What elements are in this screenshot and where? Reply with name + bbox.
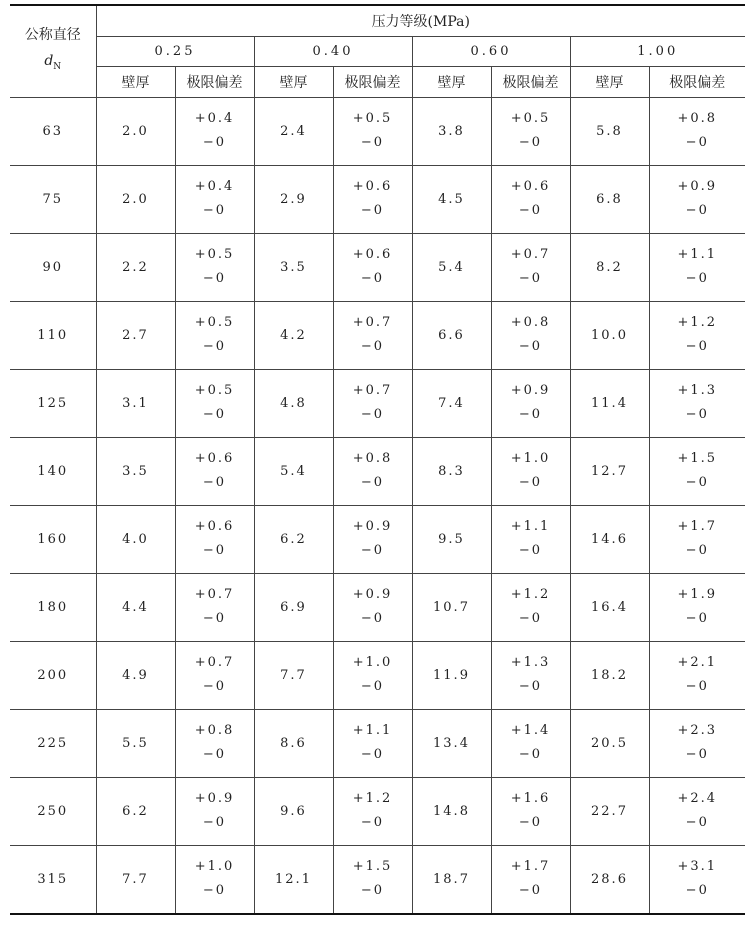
wall-thickness-cell: 4.9 xyxy=(96,641,175,709)
wall-thickness-cell: 3.5 xyxy=(96,437,175,505)
nominal-diameter-cell: 180 xyxy=(10,573,96,641)
upper-deviation: +0.4 xyxy=(194,111,235,126)
wall-thickness-cell: 28.6 xyxy=(570,845,649,914)
wall-thickness-cell: 2.0 xyxy=(96,97,175,165)
lower-deviation: −0 xyxy=(518,339,543,354)
deviation-cell xyxy=(649,97,745,165)
lower-deviation: −0 xyxy=(202,339,227,354)
upper-deviation: +0.7 xyxy=(194,655,235,670)
lower-deviation: −0 xyxy=(685,407,709,422)
lower-deviation: −0 xyxy=(360,407,385,422)
table-row xyxy=(10,641,745,709)
deviation-cell xyxy=(491,641,570,709)
upper-deviation: +1.4 xyxy=(510,723,551,738)
lower-deviation: −0 xyxy=(202,475,227,490)
nominal-diameter-cell: 63 xyxy=(10,97,96,165)
deviation-cell xyxy=(333,165,412,233)
wall-thickness-cell: 14.8 xyxy=(412,777,491,845)
wall-thickness-cell: 14.6 xyxy=(570,505,649,573)
lower-deviation: −0 xyxy=(202,203,227,218)
wall-thickness-header: 壁厚 xyxy=(412,66,491,97)
lower-deviation: −0 xyxy=(518,543,543,558)
deviation-cell xyxy=(491,573,570,641)
deviation-cell xyxy=(649,437,745,505)
wall-thickness-cell: 8.3 xyxy=(412,437,491,505)
lower-deviation: −0 xyxy=(360,883,385,898)
table-row xyxy=(10,845,745,914)
upper-deviation: +1.5 xyxy=(352,859,393,874)
lower-deviation: −0 xyxy=(360,611,385,626)
upper-deviation: +0.7 xyxy=(510,247,551,262)
upper-deviation: +0.6 xyxy=(352,247,393,262)
wall-thickness-cell: 4.4 xyxy=(96,573,175,641)
deviation-cell xyxy=(175,437,254,505)
wall-thickness-cell: 10.7 xyxy=(412,573,491,641)
deviation-cell xyxy=(175,505,254,573)
subheader-row xyxy=(10,66,745,97)
lower-deviation: −0 xyxy=(685,679,709,694)
lower-deviation: −0 xyxy=(518,271,543,286)
deviation-cell xyxy=(333,369,412,437)
table-row xyxy=(10,505,745,573)
upper-deviation: +0.9 xyxy=(510,383,551,398)
nominal-diameter-label: 公称直径 xyxy=(24,27,81,44)
deviation-cell xyxy=(649,777,745,845)
lower-deviation: −0 xyxy=(518,407,543,422)
lower-deviation: −0 xyxy=(360,339,385,354)
upper-deviation: +2.1 xyxy=(677,655,718,670)
deviation-cell xyxy=(175,777,254,845)
wall-thickness-cell: 11.4 xyxy=(570,369,649,437)
lower-deviation: −0 xyxy=(360,543,385,558)
deviation-header: 极限偏差 xyxy=(333,66,412,97)
deviation-cell xyxy=(333,437,412,505)
lower-deviation: −0 xyxy=(685,815,709,830)
wall-thickness-cell: 5.8 xyxy=(570,97,649,165)
deviation-cell xyxy=(333,709,412,777)
upper-deviation: +0.5 xyxy=(194,247,235,262)
deviation-cell xyxy=(333,505,412,573)
lower-deviation: −0 xyxy=(360,203,385,218)
pipe-spec-table xyxy=(10,4,745,915)
deviation-header: 极限偏差 xyxy=(175,66,254,97)
wall-thickness-cell: 4.2 xyxy=(254,301,333,369)
lower-deviation: −0 xyxy=(360,747,385,762)
upper-deviation: +1.6 xyxy=(510,791,551,806)
deviation-cell xyxy=(175,709,254,777)
wall-thickness-cell: 3.5 xyxy=(254,233,333,301)
lower-deviation: −0 xyxy=(202,135,227,150)
lower-deviation: −0 xyxy=(518,679,543,694)
deviation-cell xyxy=(491,369,570,437)
wall-thickness-cell: 2.0 xyxy=(96,165,175,233)
table-row xyxy=(10,97,745,165)
nominal-diameter-cell: 250 xyxy=(10,777,96,845)
deviation-cell xyxy=(649,641,745,709)
wall-thickness-cell: 7.4 xyxy=(412,369,491,437)
upper-deviation: +0.7 xyxy=(352,315,393,330)
upper-deviation: +1.7 xyxy=(510,859,551,874)
pressure-value: 0.40 xyxy=(254,36,412,66)
deviation-cell xyxy=(175,641,254,709)
lower-deviation: −0 xyxy=(685,883,709,898)
upper-deviation: +0.8 xyxy=(510,315,551,330)
pressure-value: 0.60 xyxy=(412,36,570,66)
upper-deviation: +0.8 xyxy=(194,723,235,738)
lower-deviation: −0 xyxy=(518,475,543,490)
upper-deviation: +0.9 xyxy=(194,791,235,806)
upper-deviation: +1.1 xyxy=(510,519,551,534)
deviation-cell xyxy=(175,301,254,369)
wall-thickness-cell: 6.6 xyxy=(412,301,491,369)
table-body xyxy=(10,97,745,914)
lower-deviation: −0 xyxy=(518,815,543,830)
upper-deviation: +1.0 xyxy=(352,655,393,670)
deviation-cell xyxy=(175,233,254,301)
deviation-cell xyxy=(649,301,745,369)
lower-deviation: −0 xyxy=(685,271,709,286)
lower-deviation: −0 xyxy=(360,271,385,286)
table-row xyxy=(10,573,745,641)
deviation-cell xyxy=(649,233,745,301)
wall-thickness-cell: 16.4 xyxy=(570,573,649,641)
deviation-cell xyxy=(175,573,254,641)
nominal-diameter-header xyxy=(10,5,96,97)
wall-thickness-cell: 6.2 xyxy=(254,505,333,573)
pressure-values-row xyxy=(10,36,745,66)
wall-thickness-cell: 2.4 xyxy=(254,97,333,165)
wall-thickness-cell: 8.2 xyxy=(570,233,649,301)
nominal-diameter-cell: 315 xyxy=(10,845,96,914)
upper-deviation: +1.2 xyxy=(352,791,393,806)
lower-deviation: −0 xyxy=(360,475,385,490)
upper-deviation: +1.0 xyxy=(510,451,551,466)
upper-deviation: +0.6 xyxy=(194,519,235,534)
wall-thickness-cell: 13.4 xyxy=(412,709,491,777)
deviation-cell xyxy=(333,301,412,369)
nominal-diameter-cell: 160 xyxy=(10,505,96,573)
upper-deviation: +1.1 xyxy=(352,723,393,738)
wall-thickness-cell: 6.9 xyxy=(254,573,333,641)
wall-thickness-cell: 2.7 xyxy=(96,301,175,369)
wall-thickness-cell: 22.7 xyxy=(570,777,649,845)
wall-thickness-header: 壁厚 xyxy=(570,66,649,97)
deviation-cell xyxy=(175,845,254,914)
upper-deviation: +0.8 xyxy=(677,111,718,126)
wall-thickness-cell: 6.8 xyxy=(570,165,649,233)
upper-deviation: +0.9 xyxy=(352,587,393,602)
pipe-spec-table-container xyxy=(10,4,745,915)
upper-deviation: +0.5 xyxy=(194,315,235,330)
wall-thickness-cell: 7.7 xyxy=(254,641,333,709)
deviation-cell xyxy=(175,369,254,437)
lower-deviation: −0 xyxy=(202,815,227,830)
deviation-cell xyxy=(333,233,412,301)
wall-thickness-cell: 5.4 xyxy=(412,233,491,301)
wall-thickness-cell: 9.6 xyxy=(254,777,333,845)
dn-subscript: N xyxy=(53,62,62,73)
deviation-cell xyxy=(491,165,570,233)
upper-deviation: +1.9 xyxy=(677,587,718,602)
upper-deviation: +0.7 xyxy=(352,383,393,398)
upper-deviation: +0.9 xyxy=(677,179,718,194)
wall-thickness-cell: 4.0 xyxy=(96,505,175,573)
table-row xyxy=(10,777,745,845)
lower-deviation: −0 xyxy=(685,203,709,218)
wall-thickness-cell: 2.9 xyxy=(254,165,333,233)
upper-deviation: +0.9 xyxy=(352,519,393,534)
deviation-cell xyxy=(491,777,570,845)
deviation-cell xyxy=(491,97,570,165)
upper-deviation: +2.3 xyxy=(677,723,718,738)
upper-deviation: +1.2 xyxy=(677,315,718,330)
lower-deviation: −0 xyxy=(685,543,709,558)
deviation-cell xyxy=(491,709,570,777)
upper-deviation: +1.2 xyxy=(510,587,551,602)
deviation-cell xyxy=(333,845,412,914)
wall-thickness-cell: 7.7 xyxy=(96,845,175,914)
lower-deviation: −0 xyxy=(685,135,709,150)
lower-deviation: −0 xyxy=(518,203,543,218)
lower-deviation: −0 xyxy=(360,679,385,694)
deviation-cell xyxy=(649,369,745,437)
lower-deviation: −0 xyxy=(685,475,709,490)
lower-deviation: −0 xyxy=(202,883,227,898)
lower-deviation: −0 xyxy=(202,407,227,422)
table-row xyxy=(10,709,745,777)
upper-deviation: +1.0 xyxy=(194,859,235,874)
deviation-cell xyxy=(333,777,412,845)
deviation-cell xyxy=(649,573,745,641)
nominal-diameter-cell: 90 xyxy=(10,233,96,301)
table-header xyxy=(10,5,745,97)
lower-deviation: −0 xyxy=(518,135,543,150)
lower-deviation: −0 xyxy=(685,611,709,626)
lower-deviation: −0 xyxy=(685,339,709,354)
lower-deviation: −0 xyxy=(202,611,227,626)
deviation-cell xyxy=(649,709,745,777)
wall-thickness-cell: 20.5 xyxy=(570,709,649,777)
upper-deviation: +0.8 xyxy=(352,451,393,466)
table-row xyxy=(10,437,745,505)
deviation-cell xyxy=(333,641,412,709)
lower-deviation: −0 xyxy=(518,883,543,898)
deviation-cell xyxy=(333,573,412,641)
wall-thickness-cell: 12.1 xyxy=(254,845,333,914)
wall-thickness-cell: 2.2 xyxy=(96,233,175,301)
wall-thickness-cell: 18.7 xyxy=(412,845,491,914)
nominal-diameter-symbol xyxy=(10,48,96,80)
deviation-cell xyxy=(491,845,570,914)
nominal-diameter-cell: 75 xyxy=(10,165,96,233)
deviation-cell xyxy=(491,301,570,369)
wall-thickness-cell: 5.4 xyxy=(254,437,333,505)
wall-thickness-cell: 6.2 xyxy=(96,777,175,845)
upper-deviation: +0.7 xyxy=(194,587,235,602)
deviation-header: 极限偏差 xyxy=(491,66,570,97)
deviation-cell xyxy=(175,97,254,165)
pressure-grade-header: 压力等级(MPa) xyxy=(96,5,745,36)
table-row xyxy=(10,165,745,233)
wall-thickness-cell: 11.9 xyxy=(412,641,491,709)
deviation-cell xyxy=(491,505,570,573)
lower-deviation: −0 xyxy=(202,543,227,558)
nominal-diameter-cell: 140 xyxy=(10,437,96,505)
upper-deviation: +0.4 xyxy=(194,179,235,194)
lower-deviation: −0 xyxy=(202,271,227,286)
deviation-cell xyxy=(649,845,745,914)
nominal-diameter-cell: 125 xyxy=(10,369,96,437)
deviation-cell xyxy=(649,165,745,233)
dn-symbol: d xyxy=(44,53,54,70)
wall-thickness-cell: 3.1 xyxy=(96,369,175,437)
deviation-cell xyxy=(491,233,570,301)
table-row xyxy=(10,301,745,369)
upper-deviation: +0.5 xyxy=(194,383,235,398)
upper-deviation: +2.4 xyxy=(677,791,718,806)
table-row xyxy=(10,369,745,437)
nominal-diameter-cell: 110 xyxy=(10,301,96,369)
upper-deviation: +1.3 xyxy=(677,383,718,398)
wall-thickness-cell: 9.5 xyxy=(412,505,491,573)
deviation-cell xyxy=(175,165,254,233)
wall-thickness-header: 壁厚 xyxy=(96,66,175,97)
lower-deviation: −0 xyxy=(360,815,385,830)
upper-deviation: +3.1 xyxy=(677,859,718,874)
lower-deviation: −0 xyxy=(518,611,543,626)
upper-deviation: +0.6 xyxy=(510,179,551,194)
pressure-value: 1.00 xyxy=(570,36,745,66)
deviation-cell xyxy=(491,437,570,505)
wall-thickness-cell: 4.5 xyxy=(412,165,491,233)
lower-deviation: −0 xyxy=(518,747,543,762)
deviation-cell xyxy=(649,505,745,573)
upper-deviation: +0.5 xyxy=(510,111,551,126)
wall-thickness-cell: 10.0 xyxy=(570,301,649,369)
upper-deviation: +1.1 xyxy=(677,247,718,262)
wall-thickness-cell: 12.7 xyxy=(570,437,649,505)
deviation-header: 极限偏差 xyxy=(649,66,745,97)
wall-thickness-cell: 8.6 xyxy=(254,709,333,777)
lower-deviation: −0 xyxy=(202,747,227,762)
wall-thickness-header: 壁厚 xyxy=(254,66,333,97)
lower-deviation: −0 xyxy=(360,135,385,150)
nominal-diameter-cell: 200 xyxy=(10,641,96,709)
upper-deviation: +0.6 xyxy=(194,451,235,466)
deviation-cell xyxy=(333,97,412,165)
lower-deviation: −0 xyxy=(202,679,227,694)
upper-deviation: +1.7 xyxy=(677,519,718,534)
upper-deviation: +1.5 xyxy=(677,451,718,466)
upper-deviation: +1.3 xyxy=(510,655,551,670)
lower-deviation: −0 xyxy=(685,747,709,762)
wall-thickness-cell: 4.8 xyxy=(254,369,333,437)
nominal-diameter-cell: 225 xyxy=(10,709,96,777)
pressure-value: 0.25 xyxy=(96,36,254,66)
wall-thickness-cell: 18.2 xyxy=(570,641,649,709)
table-row xyxy=(10,233,745,301)
upper-deviation: +0.6 xyxy=(352,179,393,194)
wall-thickness-cell: 5.5 xyxy=(96,709,175,777)
wall-thickness-cell: 3.8 xyxy=(412,97,491,165)
upper-deviation: +0.5 xyxy=(352,111,393,126)
